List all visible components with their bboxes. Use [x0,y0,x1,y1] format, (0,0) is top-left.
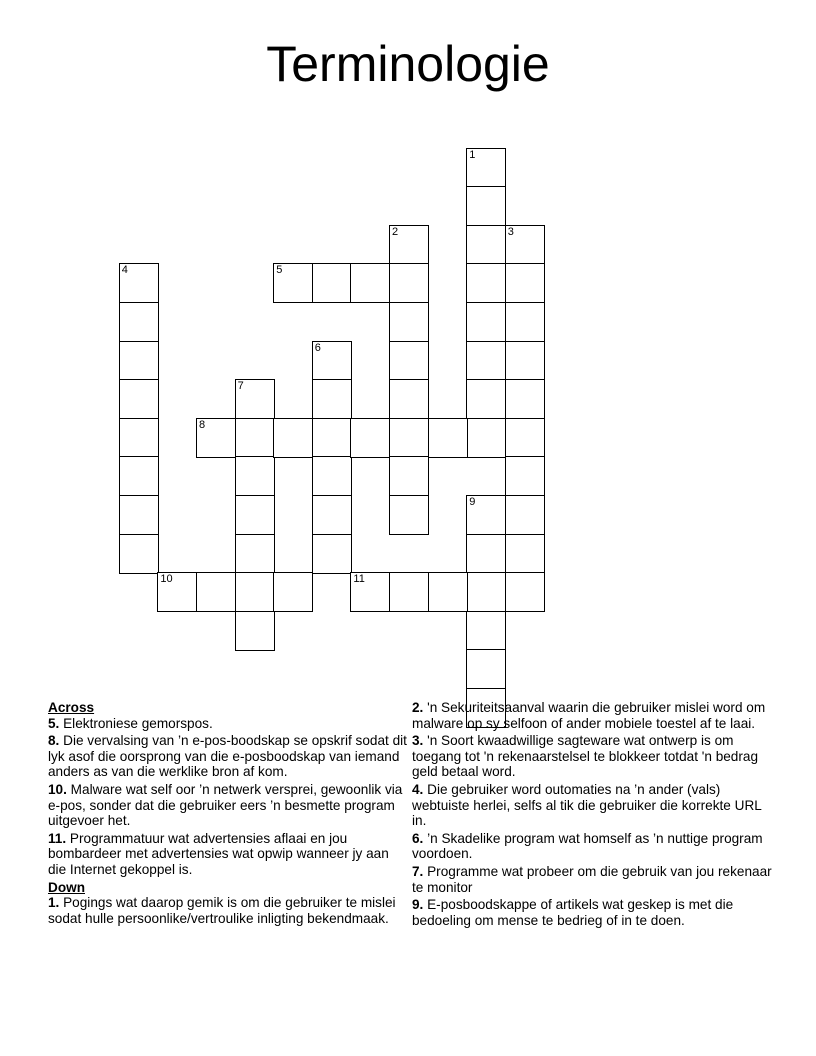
grid-cell[interactable] [466,263,506,303]
clue-number: 6 [314,341,321,354]
grid-cell[interactable] [466,495,506,535]
grid-cell[interactable] [466,534,506,574]
grid-cell[interactable] [466,572,506,612]
grid-cell[interactable] [389,341,429,381]
clue-number: 8 [199,418,206,431]
clue-number-label: 4. [412,781,424,797]
grid-cell[interactable] [505,534,545,574]
grid-cell[interactable] [119,534,159,574]
grid-cell[interactable] [389,263,429,303]
grid-cell[interactable] [466,379,506,419]
grid-cell[interactable] [505,225,545,265]
grid-cell[interactable] [389,495,429,535]
grid-cell[interactable] [505,302,545,342]
clue-number-label: 3. [412,733,424,749]
clue-number-label: 11. [48,830,67,846]
grid-cell[interactable] [505,341,545,381]
down-clue-list-continued [412,700,772,928]
grid-cell[interactable] [119,302,159,342]
clue-text: Programme wat probeer om die gebruik van jou rekenaar te monitor [412,863,772,895]
clue-number: 5 [276,264,283,277]
grid-cell[interactable] [235,495,275,535]
clue-text: 'n Sekuriteitsaanval waarin die gebruiker mislei word om malware op sy selfoon of ander mobiele toestel af te laai. [412,700,766,731]
grid-cell[interactable] [466,611,506,651]
clue-number: 4 [121,264,128,277]
grid-cell[interactable] [428,418,468,458]
clue-text: ’n Skadelike program wat homself as ’n nuttige program voordoen. [412,830,763,862]
grid-cell[interactable] [466,302,506,342]
grid-cell[interactable] [350,418,390,458]
grid-cell[interactable] [235,572,275,612]
grid-cell[interactable] [466,186,506,226]
grid-cell[interactable] [119,456,159,496]
grid-cell[interactable] [389,418,429,458]
grid-cell[interactable] [389,225,429,265]
clue-number: 11 [353,573,365,586]
clue [412,831,772,862]
grid-cell[interactable] [312,379,352,419]
clue [48,733,408,780]
clue-number-label: 7. [412,863,424,879]
clue-number: 9 [469,496,476,508]
grid-cell[interactable] [119,495,159,535]
clue-number-label: 10. [48,781,67,797]
grid-cell[interactable] [312,263,352,303]
grid-cell[interactable] [466,649,506,689]
clue-text: Die vervalsing van ’n e-pos-boodskap se opskrif sodat dit lyk asof die oorsprong van die e-posboodskap van iemand anders as van die werklike bron af kom. [48,733,407,780]
clue-number-label: 9. [412,897,424,913]
grid-cell[interactable] [428,572,468,612]
clue [48,782,408,829]
clue [412,897,772,928]
clue-text: Die gebruiker word outomaties na ’n ander (vals) webtuiste herlei, selfs al tik die gebruiker die korrekte URL in. [412,781,762,829]
clue-text: E-posboodskappe of artikels wat geskep is met die bedoeling om mense te bedrieg of in te doen. [412,897,734,928]
grid-cell[interactable] [235,418,275,458]
across-heading: Across [48,700,95,715]
grid-cell[interactable] [350,263,390,303]
clue-text: Pogings wat daarop gemik is om die gebruiker te mislei sodat hulle persoonlike/vertroulike inligting bekendmaak. [48,895,396,926]
grid-cell[interactable] [235,379,275,419]
grid-cell[interactable] [389,302,429,342]
grid-cell[interactable] [466,225,506,265]
grid-cell[interactable] [505,263,545,303]
grid-cell[interactable] [273,418,313,458]
grid-cell[interactable] [389,572,429,612]
clue-number: 7 [237,380,244,393]
grid-cell[interactable] [389,456,429,496]
clue-number: 3 [507,225,514,238]
clues-right-column [412,700,772,930]
grid-cell[interactable] [235,456,275,496]
clue-number-label: 5. [48,715,60,731]
grid-cell[interactable] [312,456,352,496]
clue [48,831,408,878]
clue [48,895,408,926]
clue-number: 2 [392,225,399,238]
grid-cell[interactable] [505,456,545,496]
grid-cell[interactable] [505,572,545,612]
clue-number: 1 [469,148,476,161]
grid-cell[interactable] [466,418,506,458]
clue-text: Programmatuur wat advertensies aflaai en jou bombardeer met advertensies wat opwip wanneer jy aan die Internet gekoppel is. [48,830,389,877]
down-heading: Down [48,879,85,895]
grid-cell[interactable] [196,418,236,458]
grid-cell[interactable] [466,148,506,188]
across-clue-list [48,716,408,878]
grid-cell[interactable] [505,379,545,419]
clues-left-column [48,700,408,928]
clue-number-label: 8. [48,733,60,749]
grid-cell[interactable] [466,341,506,381]
grid-cell[interactable] [119,341,159,381]
grid-cell[interactable] [235,611,275,651]
clue [48,716,408,732]
grid-cell[interactable] [505,495,545,535]
clue [412,782,772,829]
grid-cell[interactable] [350,572,390,612]
clue-number: 10 [160,573,173,586]
clue-text: Elektroniese gemorspos. [59,715,213,731]
grid-cell[interactable] [312,418,352,458]
grid-cell[interactable] [312,495,352,535]
clue [412,733,772,780]
grid-cell[interactable] [157,572,197,612]
grid-cell[interactable] [119,379,159,419]
clue-number-label: 2. [412,700,424,715]
clue-text: 'n Soort kwaadwillige sagteware wat ontwerp is om toegang tot 'n rekenaarstelsel te blokkeer totdat 'n bedrag geld betaal word. [412,733,759,780]
clue [412,864,772,895]
clue-number-label: 1. [48,895,60,911]
grid-cell[interactable] [389,379,429,419]
clue [412,700,772,731]
grid-cell[interactable] [196,572,236,612]
grid-cell[interactable] [273,263,313,303]
grid-cell[interactable] [505,418,545,458]
grid-cell[interactable] [235,534,275,574]
grid-cell[interactable] [119,418,159,458]
grid-cell[interactable] [273,572,313,612]
clue-text: Malware wat self oor ’n netwerk versprei, gewoonlik via e-pos, sonder dat die gebruiker eers ’n besmette program uitgevoer het. [48,781,403,829]
page-title: Terminologie [266,36,550,92]
grid-cell[interactable] [312,341,352,381]
down-clue-list-start [48,895,408,926]
grid-cell[interactable] [312,534,352,574]
grid-cell[interactable] [119,263,159,303]
clue-number-label: 6. [412,830,424,846]
